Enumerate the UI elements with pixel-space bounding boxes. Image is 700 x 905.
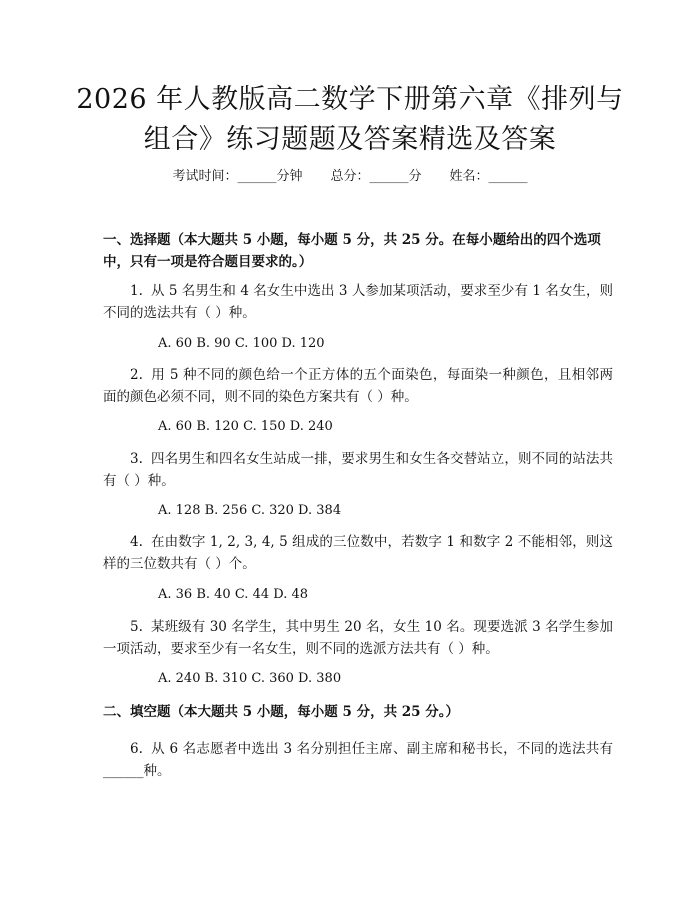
document-title-line-1: 2026 年人教版高二数学下册第六章《排列与 xyxy=(76,84,624,115)
section-heading-multiple-choice: 一、选择题（本大题共 5 小题，每小题 5 分，共 25 分。在每小题给出的四个选项中，只有一项是符合题目要求的。） xyxy=(103,232,601,270)
question-text: 四名男生和四名女生站成一排，要求男生和女生各交替站立，则不同的站法共有（ ）种。 xyxy=(103,451,613,489)
question-number: 6. xyxy=(130,741,143,757)
question-6 xyxy=(103,738,613,782)
question-1-options: A. 60 B. 90 C. 100 D. 120 xyxy=(158,336,325,351)
question-number: 5. xyxy=(130,619,143,635)
question-3 xyxy=(103,448,613,492)
exam-info xyxy=(0,168,700,186)
question-text: 用 5 种不同的颜色给一个正方体的五个面染色，每面染一种颜色，且相邻两面的颜色必须不同，则不同的染色方案共有（ ）种。 xyxy=(103,367,613,405)
question-number: 4. xyxy=(130,534,143,550)
question-number: 2. xyxy=(130,367,143,383)
question-text: 某班级有 30 名学生，其中男生 20 名，女生 10 名。现要选派 3 名学生参加一项活动，要求至少有一名女生，则不同的选派方法共有（ ）种。 xyxy=(103,619,613,657)
question-5-options: A. 240 B. 310 C. 360 D. 380 xyxy=(158,671,342,686)
exam-student-name: 姓名：______ xyxy=(449,169,528,184)
question-4-options: A. 36 B. 40 C. 44 D. 48 xyxy=(158,587,309,602)
section-heading-fill-in: 二、填空题（本大题共 5 小题，每小题 5 分，共 25 分。） xyxy=(103,704,460,720)
question-3-options: A. 128 B. 256 C. 320 D. 384 xyxy=(158,503,342,518)
exam-time: 考试时间：______分钟 xyxy=(172,169,303,184)
question-text: 从 6 名志愿者中选出 3 名分别担任主席、副主席和秘书长，不同的选法共有______种。 xyxy=(103,741,613,779)
question-text: 在由数字 1, 2, 3, 4, 5 组成的三位数中，若数字 1 和数字 2 不能相邻，则这样的三位数共有（ ）个。 xyxy=(103,534,613,572)
question-text: 从 5 名男生和 4 名女生中选出 3 人参加某项活动，要求至少有 1 名女生，则不同的选法共有（ ）种。 xyxy=(103,283,613,321)
question-number: 1. xyxy=(130,283,143,299)
question-2-options: A. 60 B. 120 C. 150 D. 240 xyxy=(158,419,333,434)
question-2 xyxy=(103,364,613,408)
question-4 xyxy=(103,531,613,575)
question-5 xyxy=(103,616,613,660)
question-number: 3. xyxy=(130,451,143,467)
document-title-line-2: 组合》练习题题及答案精选及答案 xyxy=(143,124,557,155)
question-1 xyxy=(103,280,613,324)
exam-total-score: 总分：______分 xyxy=(330,169,422,184)
